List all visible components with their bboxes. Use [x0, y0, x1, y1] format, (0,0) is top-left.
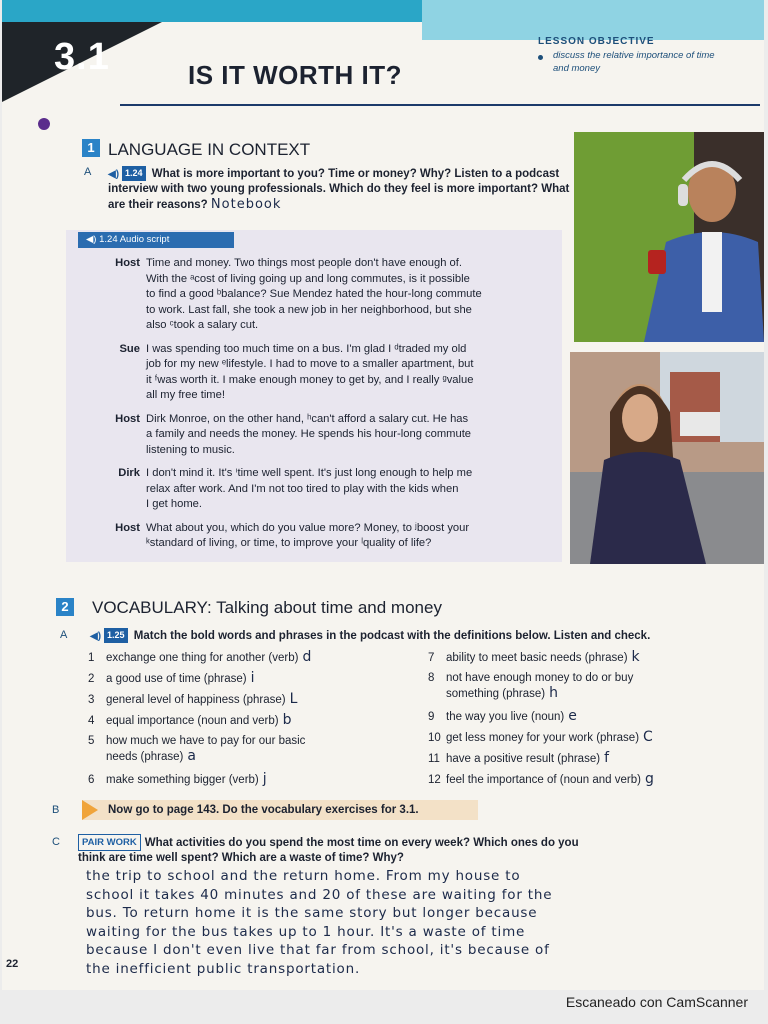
script-line: With the ᵃcost of living going up and long commutes, is it possible [146, 272, 470, 285]
vocab-item [88, 772, 267, 788]
vocab-number: 10 [428, 732, 441, 744]
audio-script-label: 1.24 Audio script [99, 234, 170, 245]
vocab-definition: get less money for your work (phrase) [446, 732, 640, 744]
handwritten-answer-letter: d [302, 649, 312, 665]
handwritten-line: bus. To return home it is the same story but longer because [86, 905, 538, 921]
script-line: Time and money. Two things most people don't have enough of. [146, 257, 462, 269]
vocab-number: 6 [88, 774, 95, 786]
page-number: 22 [6, 958, 19, 970]
script-line: I was spending too much time on a bus. I'm glad I ᵈtraded my old [146, 342, 467, 355]
audio-track-badge[interactable]: 1.24 [122, 166, 146, 181]
vocab-item [88, 692, 297, 708]
speaker-text [146, 412, 556, 459]
vocab-item [428, 650, 640, 666]
script-line: What about you, which do you value more? Money, to ʲboost your [146, 521, 470, 534]
audio-script-tab[interactable] [78, 232, 234, 248]
handwritten-answer-letter: i [250, 670, 255, 686]
page-title: IS IT WORTH IT? [188, 60, 403, 90]
script-line: all my free time! [146, 389, 225, 401]
vocab-definition: have a positive result (phrase) [446, 753, 601, 765]
vocab-number: 5 [88, 735, 95, 747]
vocab-definition: general level of happiness (phrase) [106, 694, 286, 706]
vocab-definition: how much we have to pay for our basic [106, 735, 306, 747]
handwritten-answer-letter: e [568, 708, 577, 724]
handwritten-note: Notebook [210, 197, 282, 212]
vocab-definition: ability to meet basic needs (phrase) [446, 652, 628, 664]
handwritten-answer-letter: b [282, 712, 292, 728]
vocab-definition: feel the importance of (noun and verb) [446, 774, 641, 786]
photo-man-headphones [574, 132, 764, 342]
scanner-watermark: Escaneado con CamScanner [565, 994, 748, 1010]
title-divider [120, 104, 760, 106]
vocab-item [428, 751, 609, 767]
exercise-2c-question [78, 834, 738, 866]
vocab-number: 7 [428, 652, 435, 664]
header-band-light [422, 0, 764, 40]
exercise-letter-c: C [52, 836, 60, 848]
vocab-number: 4 [88, 715, 95, 727]
handwritten-answer-letter: k [631, 649, 640, 665]
speaker-text [146, 521, 556, 552]
exercise-1a-question [108, 166, 574, 213]
script-line: also ᶜtook a salary cut. [146, 319, 259, 331]
vocab-item [88, 713, 292, 729]
purple-dot-mark [38, 118, 50, 130]
handwritten-answer-letter: g [644, 771, 654, 787]
handwritten-answer-letter: L [289, 691, 298, 707]
photo-woman-street [570, 352, 764, 564]
speaker-icon[interactable]: ◀) [90, 631, 102, 642]
script-line: it ᶠwas worth it. I make enough money to get by, and I really ᵍvalue [146, 373, 474, 386]
speaker-name: Dirk [118, 467, 140, 479]
vocab-item [88, 734, 305, 765]
script-line: to find a good ᵇbalance? Sue Mendez hated the hour-long commute [146, 288, 482, 300]
exercise-2a-instruction [90, 628, 730, 644]
vocab-definition: equal importance (noun and verb) [106, 715, 279, 727]
script-line: listening to music. [146, 443, 235, 456]
pair-work-badge: PAIR WORK [78, 834, 141, 851]
lesson-objective-heading: LESSON OBJECTIVE [538, 36, 655, 47]
bullet-icon [538, 55, 543, 60]
section-1-number: 1 [82, 139, 100, 157]
vocab-definition: not have enough money to do or buy [446, 672, 634, 684]
section-1-title: LANGUAGE IN CONTEXT [108, 140, 311, 159]
speaker-name: Host [115, 412, 140, 425]
script-line: ᵏstandard of living, or time, to improve your ˡquality of life? [146, 537, 432, 549]
vocab-item [428, 709, 577, 725]
section-2-number: 2 [56, 598, 74, 616]
textbook-page [2, 0, 764, 990]
unit-number: 3.1 [54, 36, 110, 78]
arrow-icon [82, 800, 98, 820]
vocab-item [88, 671, 255, 687]
vocab-number: 3 [88, 694, 95, 706]
vocab-number: 12 [428, 774, 441, 786]
handwritten-line: the inefficient public transportation. [86, 960, 361, 977]
exercise-2b-text[interactable]: Now go to page 143. Do the vocabulary exercises for 3.1. [108, 804, 419, 816]
handwritten-line: school it takes 40 minutes and 20 of these are waiting for the [86, 886, 553, 903]
vocab-item [428, 671, 633, 702]
vocab-definition: make something bigger (verb) [106, 774, 259, 786]
script-line: to work. Last fall, she took a new job in her neighborhood, but she [146, 303, 472, 316]
lesson-objective-text: discuss the relative importance of time and money [553, 50, 715, 74]
vocab-item [428, 772, 654, 788]
instruction-text: Match the bold words and phrases in the podcast with the definitions below. Listen and check. [133, 630, 651, 642]
script-line: job for my new ᵉlifestyle. I had to move to a smaller apartment, but [146, 358, 474, 370]
vocab-item [428, 730, 653, 746]
exercise-letter-b: B [52, 804, 60, 816]
exercise-letter-a: A [60, 629, 68, 641]
question-line-1: What activities do you spend the most time on every week? Which ones do you [144, 837, 579, 849]
vocab-definition: exchange one thing for another (verb) [106, 652, 299, 664]
script-line: relax after work. And I'm not too tired to play with the kids when [146, 482, 459, 495]
vocab-number: 11 [428, 753, 440, 765]
section-2-title: VOCABULARY: Talking about time and money [92, 598, 442, 617]
speaker-name: Host [115, 521, 140, 534]
handwritten-answer-letter: a [187, 748, 196, 764]
speaker-icon[interactable]: ◀) [108, 169, 120, 180]
vocab-number: 8 [428, 672, 435, 684]
vocab-definition: a good use of time (phrase) [106, 673, 247, 685]
handwritten-line: waiting for the bus takes up to 1 hour. It's a waste of time [86, 923, 526, 940]
speaker-text [146, 256, 556, 334]
vocab-item [88, 650, 311, 666]
script-line: a family and needs the money. He spends his hour-long commute [146, 428, 472, 440]
script-line: Dirk Monroe, on the other hand, ʰcan't afford a salary cut. He has [146, 412, 469, 425]
speaker-name: Sue [119, 342, 140, 355]
speaker-icon: ◀) [86, 234, 100, 245]
handwritten-line: because I don't even live that far from school, it's because of [86, 942, 550, 958]
exercise-letter-a: A [84, 166, 92, 178]
vocab-definition-cont: needs (phrase) [106, 751, 184, 763]
vocab-number: 9 [428, 711, 435, 723]
script-line: I get home. [146, 498, 202, 510]
handwritten-answer-letter: j [262, 771, 267, 787]
vocab-definition-cont: something (phrase) [446, 688, 546, 700]
handwritten-line: the trip to school and the return home. From my house to [86, 868, 521, 884]
vocab-number: 1 [88, 652, 95, 664]
question-text: What is more important to you? Time or money? Why? Listen to a podcast interview with two young professionals. Which do they feel is more important? What are their reasons? [108, 168, 570, 211]
question-line-2: think are time well spent? Which are a waste of time? Why? [78, 852, 404, 864]
handwritten-answer-letter: h [549, 685, 558, 701]
vocab-number: 2 [88, 673, 95, 685]
vocab-definition: the way you live (noun) [446, 711, 565, 723]
script-line: I don't mind it. It's ⁱtime well spent. It's just long enough to help me [146, 467, 473, 479]
speaker-name: Host [115, 257, 140, 269]
speaker-text [146, 466, 556, 513]
handwritten-answer-letter: C [643, 729, 653, 745]
speaker-text [146, 342, 556, 404]
audio-track-badge[interactable]: 1.25 [104, 628, 128, 643]
handwritten-answer-letter: f [604, 750, 609, 766]
